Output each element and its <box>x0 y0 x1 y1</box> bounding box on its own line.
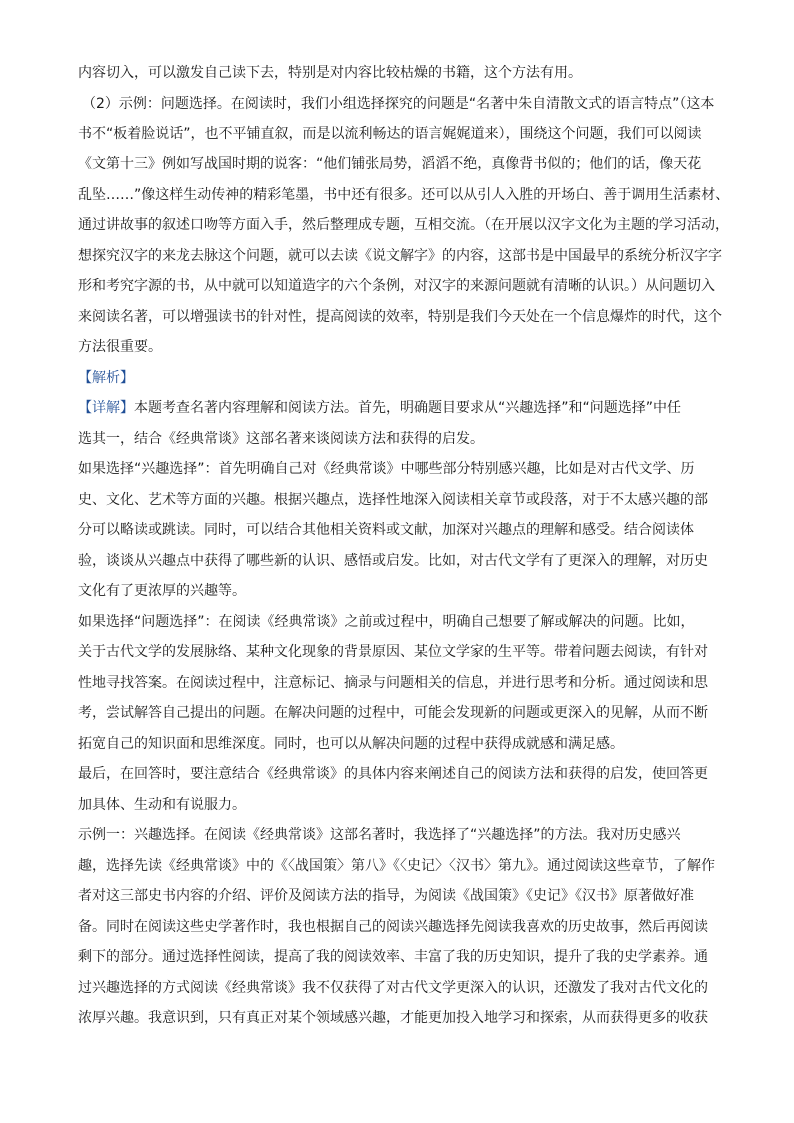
text-line: 备。同时在阅读这些史学著作时，我也根据自己的阅读兴趣选择先阅读我喜欢的历史故事，然后再阅读 <box>78 919 708 935</box>
text-line: 者对这三部史书内容的介绍、评价及阅读方法的指导，为阅读《战国策》《史记》《汉书》原著做好准 <box>78 888 694 904</box>
text-line: 如果选择“问题选择”：在阅读《经典常谈》之前或过程中，明确自己想要了解或解决的问题。比如， <box>78 614 695 630</box>
text-line: 示例一：兴趣选择。在阅读《经典常谈》这部名著时，我选择了“兴趣选择”的方法。我对历史感兴 <box>78 827 681 843</box>
text-line: 验，谈谈从兴趣点中获得了哪些新的认识、感悟或启发。比如，对古代文学有了更深入的理解，对历史 <box>78 553 708 569</box>
analysis-heading: 【解析】 <box>78 370 134 386</box>
text-line: 史、文化、艺术等方面的兴趣。根据兴趣点，选择性地深入阅读相关章节或段落，对于不太感兴趣的部 <box>78 492 708 508</box>
text-line: 关于古代文学的发展脉络、某种文化现象的背景原因、某位文学家的生平等。带着问题去阅读，有针对 <box>78 644 708 660</box>
text-line: 剩下的部分。通过选择性阅读，提高了我的阅读效率、丰富了我的历史知识，提升了我的史学素养。通 <box>78 949 708 965</box>
text-line: 方法很重要。 <box>78 339 162 355</box>
text-line: 最后，在回答时，要注意结合《经典常谈》的具体内容来阐述自己的阅读方法和获得的启发，使回答更 <box>78 766 708 782</box>
text-line: 分可以略读或跳读。同时，可以结合其他相关资料或文献，加深对兴趣点的理解和感受。结合阅读体 <box>78 522 694 538</box>
text-line: 形和考究字源的书，从中就可以知道造字的六个条例，对汉字的来源问题就有清晰的认识。）从问题切入 <box>78 278 715 294</box>
text-line: 加具体、生动和有说服力。 <box>78 797 246 813</box>
detail-text: 本题考查名著内容理解和阅读方法。首先，明确题目要求从“兴趣选择”和“问题选择”中任 <box>134 400 682 416</box>
text-line: 选其一，结合《经典常谈》这部名著来谈阅读方法和获得的启发。 <box>78 431 484 447</box>
text-line: 考，尝试解答自己提出的问题。在解决问题的过程中，可能会发现新的问题或更深入的见解，从而不断 <box>78 705 708 721</box>
text-line: 内容切入，可以激发自己读下去，特别是对内容比较枯燥的书籍，这个方法有用。 <box>78 65 582 81</box>
text-line: 如果选择“兴趣选择”：首先明确自己对《经典常谈》中哪些部分特别感兴趣，比如是对古代文学、历 <box>78 461 695 477</box>
text-line: 书不“板着脸说话”，也不平铺直叙，而是以流利畅达的语言娓娓道来），围绕这个问题，我们可以阅读 <box>78 126 702 142</box>
text-line: 拓宽自己的知识面和思维深度。同时，也可以从解决问题的过程中获得成就感和满足感。 <box>78 736 624 752</box>
detail-tag: 【详解】 <box>78 400 134 416</box>
text-line: （2）示例：问题选择。在阅读时，我们小组选择探究的问题是“名著中朱自清散文式的语言特点”（这本 <box>82 96 715 112</box>
text-line: 性地寻找答案。在阅读过程中，注意标记、摘录与问题相关的信息，并进行思考和分析。通过阅读和思 <box>78 675 708 691</box>
text-line: 浓厚兴趣。我意识到，只有真正对某个领域感兴趣，才能更加投入地学习和探索，从而获得更多的收获 <box>78 1010 708 1026</box>
text-line: 乱坠……”像这样生动传神的精彩笔墨，书中还有很多。还可以从引人入胜的开场白、善于调用生活素材、 <box>78 187 730 203</box>
text-line: 文化有了更浓厚的兴趣等。 <box>78 583 246 599</box>
text-line: 《文第十三》例如写战国时期的说客：“他们铺张局势，滔滔不绝，真像背书似的；他们的话，像天花 <box>78 156 702 172</box>
detail-line <box>78 398 681 418</box>
text-line: 来阅读名著，可以增强读书的针对性，提高阅读的效率，特别是我们今天处在一个信息爆炸的时代，这个 <box>78 309 722 325</box>
text-line: 通过讲故事的叙述口吻等方面入手，然后整理成专题，互相交流。（在开展以汉字文化为主题的学习活动， <box>78 217 729 233</box>
text-line: 想探究汉字的来龙去脉这个问题，就可以去读《说文解字》的内容，这部书是中国最早的系统分析汉字字 <box>78 248 722 264</box>
text-line: 趣，选择先读《经典常谈》中的《〈战国策〉第八》《〈史记〉〈汉书〉第九》。通过阅读这些章节，了解作 <box>78 858 715 874</box>
text-line: 过兴趣选择的方式阅读《经典常谈》我不仅获得了对古代文学更深入的认识，还激发了我对古代文化的 <box>78 980 708 996</box>
